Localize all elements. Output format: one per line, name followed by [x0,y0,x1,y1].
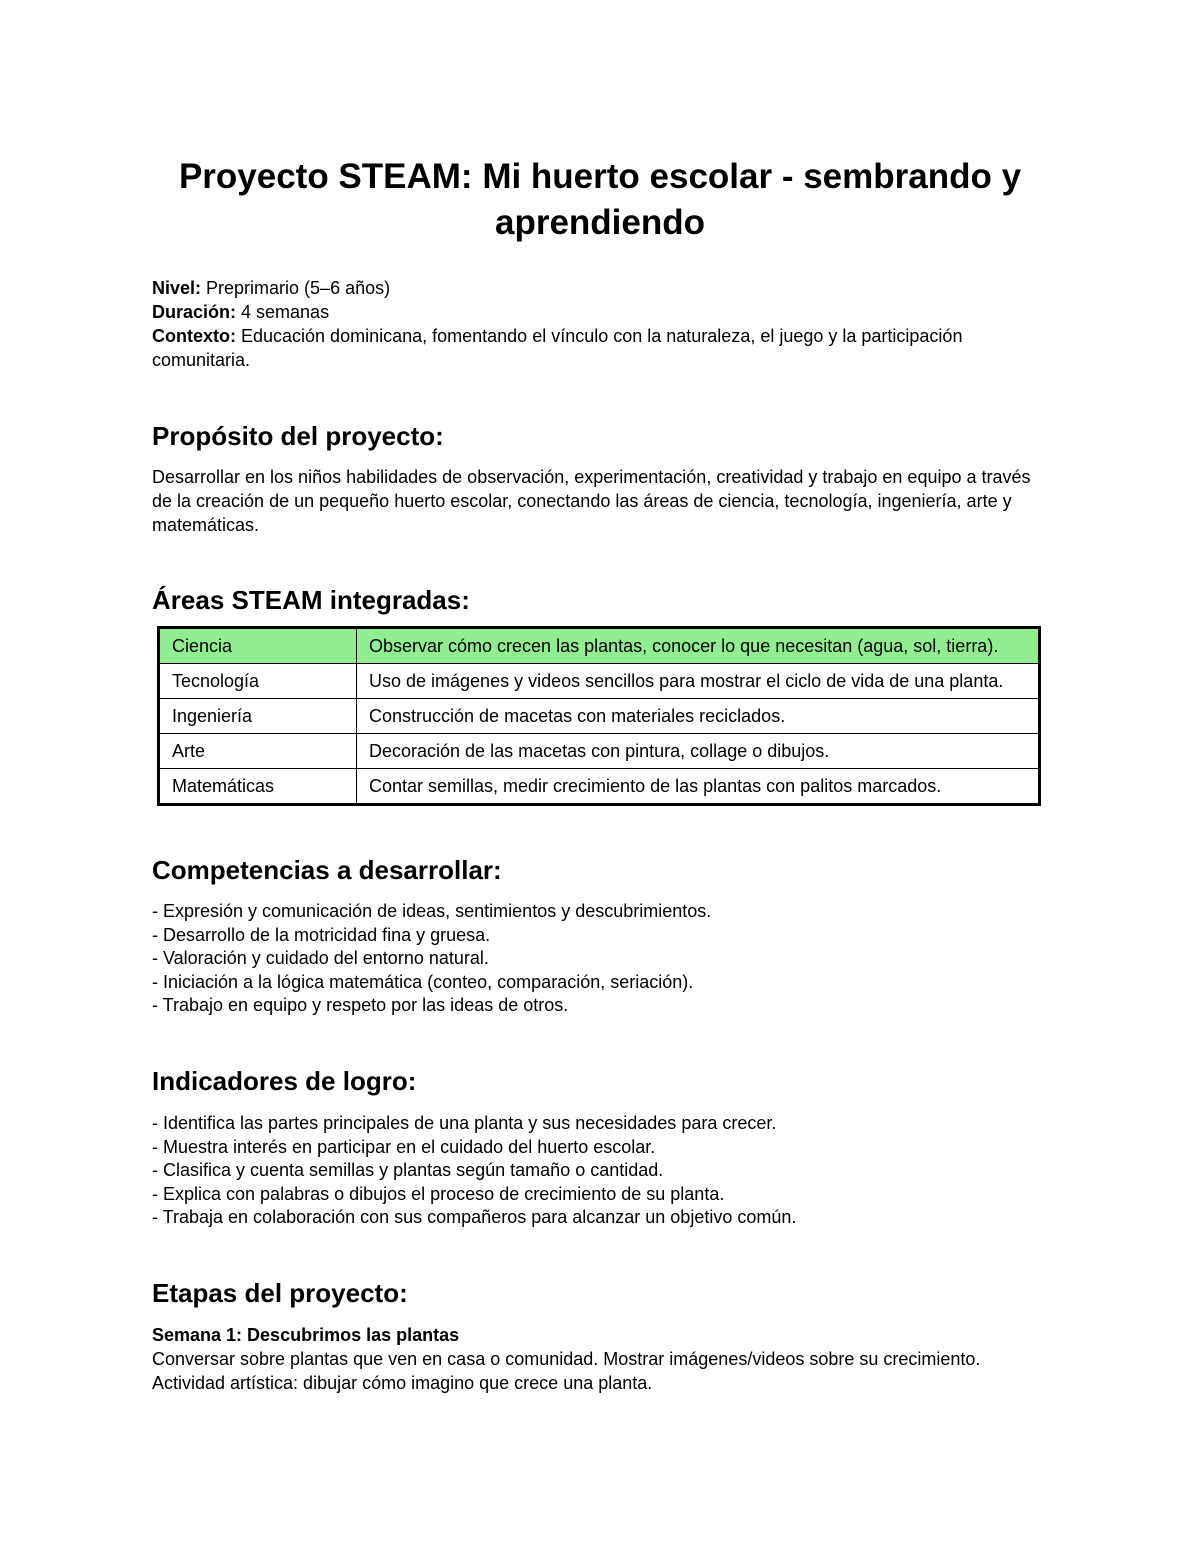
competencias-heading: Competencias a desarrollar: [152,855,502,885]
area-cell: Ciencia [159,628,357,664]
nivel-value: Preprimario (5–6 años) [201,278,391,298]
list-item: - Desarrollo de la motricidad fina y gruesa. [152,924,491,945]
nivel-label: Nivel: [152,278,202,298]
semana1-text: Conversar sobre plantas que ven en casa o comunidad. Mostrar imágenes/videos sobre su crecimiento. Actividad artística: dibujar cómo imagino que crece una planta. [152,1349,981,1393]
area-cell: Arte [159,734,357,769]
list-item: - Iniciación a la lógica matemática (conteo, comparación, seriación). [152,971,694,992]
description-cell: Construcción de macetas con materiales reciclados. [357,699,1040,734]
list-item: - Explica con palabras o dibujos el proceso de crecimiento de su planta. [152,1183,725,1204]
list-item: - Valoración y cuidado del entorno natural. [152,948,489,968]
description-cell: Contar semillas, medir crecimiento de las plantas con palitos marcados. [357,769,1040,805]
description-cell: Decoración de las macetas con pintura, collage o dibujos. [357,734,1040,769]
list-item: - Clasifica y cuenta semillas y plantas según tamaño o cantidad. [152,1160,664,1180]
area-cell: Ingeniería [159,699,357,734]
description-cell: Uso de imágenes y videos sencillos para mostrar el ciclo de vida de una planta. [357,664,1040,699]
table-row [159,664,1040,699]
list-item: - Trabaja en colaboración con sus compañeros para alcanzar un objetivo común. [152,1207,797,1227]
duracion-label: Duración: [152,302,237,322]
area-cell: Tecnología [159,664,357,699]
table-row [159,734,1040,769]
proposito-heading: Propósito del proyecto: [152,421,444,451]
indicadores-heading: Indicadores de logro: [152,1066,417,1096]
nivel-line [152,276,1048,300]
contexto-label: Contexto: [152,326,236,346]
etapas-heading: Etapas del proyecto: [152,1278,408,1308]
project-meta [152,276,1048,372]
table-row [159,699,1040,734]
indicadores-list [152,1112,1048,1230]
area-cell: Matemáticas [159,769,357,805]
competencias-list [152,900,1048,1018]
contexto-value: Educación dominicana, fomentando el vínculo con la naturaleza, el juego y la participación comunitaria. [152,326,963,370]
duracion-line [152,300,1048,324]
semana1-title: Semana 1: Descubrimos las plantas [152,1325,460,1345]
document-title: Proyecto STEAM: Mi huerto escolar - sembrando y aprendiendo [178,157,1022,242]
contexto-line [152,324,1048,372]
table-row [159,628,1040,664]
areas-heading: Áreas STEAM integradas: [152,585,470,615]
proposito-text: Desarrollar en los niños habilidades de observación, experimentación, creatividad y trabajo en equipo a través de la creación de un pequeño huerto escolar, conectando las áreas de ciencia, tecnología, ingeniería, arte y matemáticas. [152,467,1031,535]
list-item: - Identifica las partes principales de una planta y sus necesidades para crecer. [152,1113,777,1133]
duracion-value: 4 semanas [236,302,330,322]
steam-areas-table [157,626,1041,806]
description-cell: Observar cómo crecen las plantas, conocer lo que necesitan (agua, sol, tierra). [357,628,1040,664]
list-item: - Trabajo en equipo y respeto por las ideas de otros. [152,995,569,1015]
list-item: - Expresión y comunicación de ideas, sentimientos y descubrimientos. [152,901,712,921]
table-row [159,769,1040,805]
list-item: - Muestra interés en participar en el cuidado del huerto escolar. [152,1136,656,1157]
